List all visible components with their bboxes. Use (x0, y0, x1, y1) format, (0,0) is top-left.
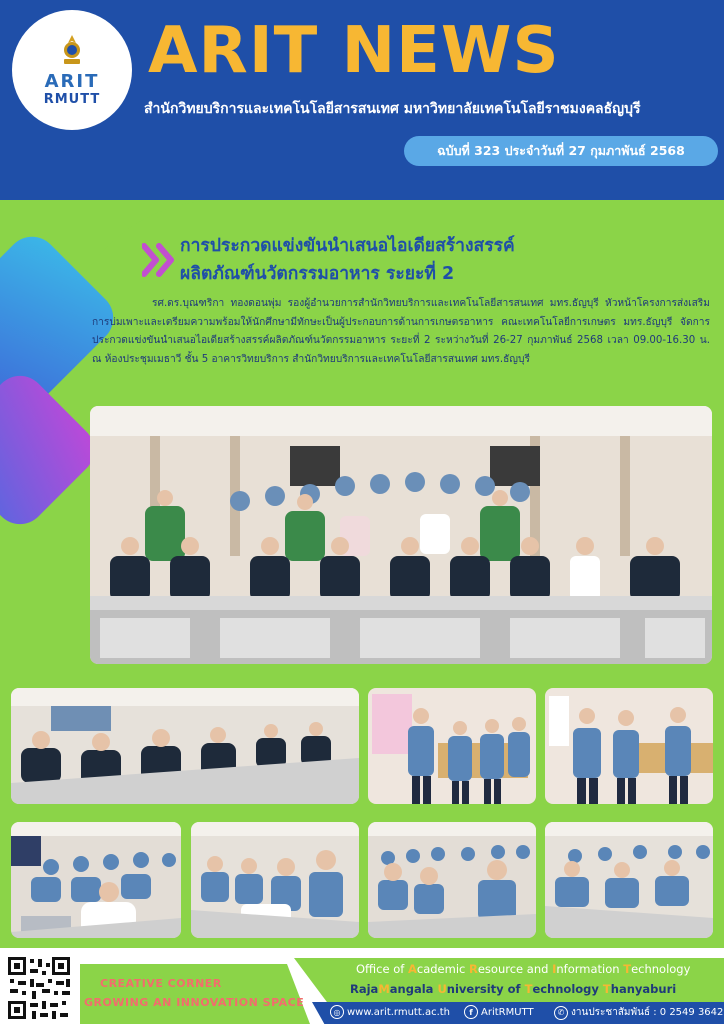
article-headline (180, 232, 515, 288)
photo-presenter-1 (368, 688, 536, 804)
creative-tagline: GROWING AN INNOVATION SPACE (84, 996, 305, 1009)
headline-line-1: การประกวดแข่งขันนำเสนอไอเดียสร้างสรรค์ (180, 236, 515, 256)
photo-audience-2 (11, 822, 181, 938)
organization-name: สำนักวิทยบริการและเทคโนโลยีสารสนเทศ มหาวิทยาลัยเทคโนโลยีราชมงคลธัญบุรี (144, 101, 641, 117)
issue-badge: ฉบับที่ 323 ประจำวันที่ 27 กุมภาพันธ์ 2568 (404, 136, 718, 166)
photo-audience-5 (545, 822, 713, 938)
globe-icon: ◎ (330, 1005, 344, 1019)
phone-text: งานประชาสัมพันธ์ : 0 2549 3642 (571, 1007, 724, 1018)
phone-contact[interactable] (554, 1005, 723, 1020)
double-chevron-icon (142, 240, 178, 280)
university-emblem-icon (57, 33, 87, 67)
qr-code-icon[interactable] (6, 955, 72, 1021)
photo-audience-1 (11, 688, 359, 804)
arit-logo (12, 10, 132, 130)
facebook-link[interactable] (464, 1005, 534, 1019)
logo-text-rmutt: RMUTT (43, 92, 101, 107)
headline-line-2: ผลิตภัณฑ์นวัตกรรมอาหาร ระยะที่ 2 (180, 264, 455, 284)
newsletter-title: ARIT NEWS (148, 14, 560, 88)
website-text: www.arit.rmutt.ac.th (347, 1006, 451, 1018)
photo-audience-3 (191, 822, 359, 938)
university-name-english: RajaMangala University of Technology Thanyaburi (350, 982, 677, 996)
facebook-text: AritRMUTT (481, 1006, 534, 1018)
main-group-photo (90, 406, 712, 664)
website-link[interactable] (330, 1005, 450, 1019)
photo-audience-4 (368, 822, 536, 938)
photo-presenter-2 (545, 688, 713, 804)
facebook-icon: f (464, 1005, 478, 1019)
creative-corner-text: CREATIVE CORNER (100, 977, 222, 990)
article-body: รศ.ดร.บุณฑริกา ทองดอนพุ่ม รองผู้อำนวยการสำนักวิทยบริการและเทคโนโลยีสารสนเทศ มทร.ธัญบุรี หัวหน้าโครงการส่งเสริมการบ่มเพาะและเตรียมความพร้อมให้นักศึกษามีทักษะเป็นผู้ประกอบการด้านการเกษตรอาหาร คณะเทคโนโลยีการเกษตร มทร.ธัญบุรี จัดการประกวดแข่งขันนำเสนอไอเดียสร้างสรรค์ผลิตภัณฑ์นวัตกรรมอาหาร ระยะที่ 2 ระหว่างวันที่ 26-27 กุมภาพันธ์ 2568 เวลา 09.00-16.30 น. ณ ห้องประชุมเมธาวี ชั้น 5 อาคารวิทยบริการ สำนักวิทยบริการและเทคโนโลยีสารสนเทศ มทร.ธัญบุรี (92, 298, 710, 365)
creative-corner-band (80, 964, 310, 1024)
phone-icon: ✆ (554, 1006, 568, 1020)
logo-text-arit: ARIT (44, 71, 100, 92)
office-name-english: Office of Academic Resource and Information Technology (356, 962, 691, 976)
